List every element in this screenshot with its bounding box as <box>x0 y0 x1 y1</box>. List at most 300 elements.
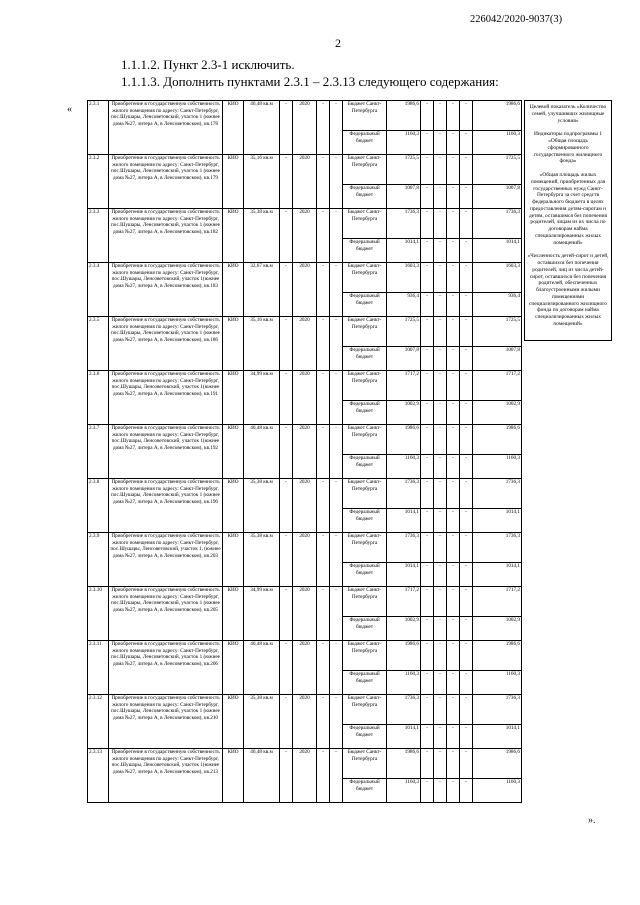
cell-source-fed: Федеральный бюджет <box>343 293 387 317</box>
cell-d4: - <box>421 239 434 263</box>
cell-d6: - <box>447 347 460 371</box>
cell-d4: - <box>421 695 434 725</box>
cell-d3: - <box>330 641 343 695</box>
cell-d6: - <box>447 185 460 209</box>
cell-d2: - <box>317 749 330 803</box>
cell-d7: - <box>460 563 473 587</box>
cell-d1: - <box>280 317 293 371</box>
cell-d1: - <box>280 263 293 317</box>
cell-d4: - <box>421 293 434 317</box>
cell-source-spb: Бюджет Санкт-Петербурга <box>343 101 387 131</box>
cell-total-fed: 1160,3 <box>473 671 522 695</box>
cell-total-fed: 1002,9 <box>473 401 522 425</box>
table-row <box>88 749 522 779</box>
cell-d4: - <box>421 131 434 155</box>
cell-year: 2020 <box>293 695 317 749</box>
cell-desc: Приобретение в государственную собственность жилого помещения по адресу: Санкт-Петербург, пос.Шушары, Ленсоветовский, участок 1 (южнее дома №27, литера А, в Ленсоветовском), кв.182 <box>109 209 223 263</box>
cell-num: 2.3.6 <box>88 371 109 425</box>
cell-d6: - <box>447 587 460 617</box>
table-row <box>88 641 522 671</box>
cell-d2: - <box>317 263 330 317</box>
cell-desc: Приобретение в государственную собственность жилого помещения по адресу: Санкт-Петербург, пос.Шушары, Ленсоветовский, участок 1 (южнее дома №27, литера А, в Ленсоветовском), кв.210 <box>109 695 223 749</box>
quote-open-mark: « <box>67 104 72 115</box>
cell-d6: - <box>447 671 460 695</box>
cell-d4: - <box>421 479 434 509</box>
cell-source-fed: Федеральный бюджет <box>343 671 387 695</box>
cell-source-spb: Бюджет Санкт-Петербурга <box>343 425 387 455</box>
cell-d4: - <box>421 563 434 587</box>
cell-d3: - <box>330 263 343 317</box>
cell-exec: КИО <box>223 101 244 155</box>
cell-d7: - <box>460 695 473 725</box>
cell-total-spb: 1736,3 <box>473 533 522 563</box>
cell-d5: - <box>434 725 447 749</box>
cell-d6: - <box>447 749 460 779</box>
cell-source-fed: Федеральный бюджет <box>343 617 387 641</box>
cell-d5: - <box>434 479 447 509</box>
cell-year: 2020 <box>293 209 317 263</box>
cell-d7: - <box>460 641 473 671</box>
cell-amount-spb: 1717,2 <box>387 587 421 617</box>
cell-d4: - <box>421 617 434 641</box>
cell-d3: - <box>330 533 343 587</box>
cell-d6: - <box>447 641 460 671</box>
target-indicator-column <box>524 100 612 341</box>
cell-total-spb: 1717,2 <box>473 371 522 401</box>
cell-exec: КИО <box>223 155 244 209</box>
target-indicator-box <box>524 100 612 341</box>
cell-year: 2020 <box>293 425 317 479</box>
cell-d1: - <box>280 101 293 155</box>
target-indicator-text: Целевой показатель «Количество семей, улучшивших жилищные условия» <box>529 104 607 124</box>
table-row <box>88 155 522 185</box>
cell-d6: - <box>447 695 460 725</box>
table-row <box>88 425 522 455</box>
cell-amount-spb: 1736,3 <box>387 209 421 239</box>
cell-d7: - <box>460 671 473 695</box>
cell-d4: - <box>421 725 434 749</box>
cell-total-fed: 1007,8 <box>473 347 522 371</box>
cell-total-fed: 1014,1 <box>473 563 522 587</box>
cell-d7: - <box>460 131 473 155</box>
cell-d5: - <box>434 239 447 263</box>
cell-total-spb: 1725,5 <box>473 317 522 347</box>
cell-d6: - <box>447 425 460 455</box>
cell-total-spb: 1986,6 <box>473 101 522 131</box>
cell-d2: - <box>317 209 330 263</box>
cell-d7: - <box>460 749 473 779</box>
cell-source-fed: Федеральный бюджет <box>343 185 387 209</box>
cell-d2: - <box>317 425 330 479</box>
cell-amount-spb: 1986,6 <box>387 425 421 455</box>
cell-amount-spb: 1603,3 <box>387 263 421 293</box>
cell-total-fed: 1160,3 <box>473 779 522 803</box>
cell-d5: - <box>434 155 447 185</box>
cell-d5: - <box>434 347 447 371</box>
cell-total-spb: 1736,3 <box>473 479 522 509</box>
cell-total-fed: 936,4 <box>473 293 522 317</box>
table-row <box>88 695 522 725</box>
cell-total-spb: 1736,3 <box>473 209 522 239</box>
cell-d3: - <box>330 749 343 803</box>
table-row <box>88 587 522 617</box>
cell-source-fed: Федеральный бюджет <box>343 239 387 263</box>
cell-year: 2020 <box>293 587 317 641</box>
cell-d6: - <box>447 509 460 533</box>
cell-desc: Приобретение в государственную собственность жилого помещения по адресу: Санкт-Петербург, пос.Шушары, Ленсоветовский, участок 1 (южнее дома №27, литера А, в Ленсоветовском), кв.196 <box>109 479 223 533</box>
cell-d4: - <box>421 509 434 533</box>
cell-year: 2020 <box>293 317 317 371</box>
cell-year: 2020 <box>293 641 317 695</box>
cell-total-spb: 1717,2 <box>473 587 522 617</box>
cell-source-fed: Федеральный бюджет <box>343 509 387 533</box>
cell-d7: - <box>460 263 473 293</box>
cell-d6: - <box>447 533 460 563</box>
cell-area: 35,38 кв.м <box>244 479 280 533</box>
cell-year: 2020 <box>293 101 317 155</box>
cell-d5: - <box>434 563 447 587</box>
cell-d5: - <box>434 263 447 293</box>
cell-num: 2.3.12 <box>88 695 109 749</box>
cell-year: 2020 <box>293 533 317 587</box>
cell-d6: - <box>447 293 460 317</box>
cell-d4: - <box>421 671 434 695</box>
cell-d5: - <box>434 131 447 155</box>
cell-d5: - <box>434 749 447 779</box>
cell-d5: - <box>434 185 447 209</box>
cell-d7: - <box>460 101 473 131</box>
cell-area: 35,16 кв.м <box>244 317 280 371</box>
cell-total-fed: 1160,3 <box>473 455 522 479</box>
cell-d7: - <box>460 587 473 617</box>
cell-d2: - <box>317 371 330 425</box>
cell-num: 2.3.1 <box>88 101 109 155</box>
cell-d6: - <box>447 239 460 263</box>
cell-d6: - <box>447 209 460 239</box>
cell-d6: - <box>447 455 460 479</box>
cell-d7: - <box>460 455 473 479</box>
cell-area: 40,48 кв.м <box>244 425 280 479</box>
cell-d6: - <box>447 263 460 293</box>
cell-d4: - <box>421 455 434 479</box>
cell-d6: - <box>447 371 460 401</box>
cell-amount-fed: 1007,8 <box>387 185 421 209</box>
cell-d7: - <box>460 317 473 347</box>
cell-amount-fed: 1002,9 <box>387 617 421 641</box>
cell-num: 2.3.7 <box>88 425 109 479</box>
cell-source-spb: Бюджет Санкт-Петербурга <box>343 371 387 401</box>
cell-d4: - <box>421 209 434 239</box>
cell-exec: КИО <box>223 749 244 803</box>
cell-d1: - <box>280 533 293 587</box>
cell-source-spb: Бюджет Санкт-Петербурга <box>343 479 387 509</box>
cell-d5: - <box>434 317 447 347</box>
cell-d7: - <box>460 533 473 563</box>
cell-source-fed: Федеральный бюджет <box>343 563 387 587</box>
cell-d1: - <box>280 425 293 479</box>
subprogram-indicator-text: Индикаторы подпрограммы 1 «Общая площадь сформированного государственного жилищного фонда» <box>533 131 603 165</box>
table-row <box>88 317 522 347</box>
cell-exec: КИО <box>223 263 244 317</box>
cell-d2: - <box>317 155 330 209</box>
cell-d6: - <box>447 725 460 749</box>
cell-num: 2.3.5 <box>88 317 109 371</box>
cell-d3: - <box>330 587 343 641</box>
cell-d5: - <box>434 617 447 641</box>
cell-d6: - <box>447 131 460 155</box>
cell-d5: - <box>434 587 447 617</box>
cell-amount-spb: 1736,3 <box>387 695 421 725</box>
cell-d2: - <box>317 587 330 641</box>
cell-d3: - <box>330 371 343 425</box>
cell-year: 2020 <box>293 479 317 533</box>
cell-d1: - <box>280 209 293 263</box>
cell-area: 35,38 кв.м <box>244 695 280 749</box>
cell-d5: - <box>434 455 447 479</box>
cell-source-fed: Федеральный бюджет <box>343 131 387 155</box>
cell-d4: - <box>421 371 434 401</box>
cell-source-spb: Бюджет Санкт-Петербурга <box>343 155 387 185</box>
cell-amount-spb: 1725,5 <box>387 155 421 185</box>
cell-total-spb: 1725,5 <box>473 155 522 185</box>
cell-num: 2.3.2 <box>88 155 109 209</box>
cell-amount-spb: 1986,6 <box>387 749 421 779</box>
cell-amount-fed: 1160,3 <box>387 455 421 479</box>
cell-year: 2020 <box>293 749 317 803</box>
cell-total-fed: 1007,8 <box>473 185 522 209</box>
table-row <box>88 209 522 239</box>
cell-exec: КИО <box>223 371 244 425</box>
cell-area: 40,48 кв.м <box>244 101 280 155</box>
cell-d6: - <box>447 401 460 425</box>
cell-d6: - <box>447 563 460 587</box>
cell-source-fed: Федеральный бюджет <box>343 401 387 425</box>
cell-exec: КИО <box>223 533 244 587</box>
cell-area: 40,48 кв.м <box>244 749 280 803</box>
area-indicator-text: «Общая площадь жилых помещений, приобретенных для государственных нужд Санкт-Петербурга за счет средств федерального бюджета в целях предоставления детям-сиротам и детям, оставшимся без попечения родителей, лицам из их числа по договорам найма специализированных жилых помещений» <box>529 172 607 246</box>
cell-total-fed: 1014,1 <box>473 239 522 263</box>
cell-exec: КИО <box>223 317 244 371</box>
cell-d1: - <box>280 749 293 803</box>
cell-d5: - <box>434 533 447 563</box>
cell-exec: КИО <box>223 209 244 263</box>
cell-desc: Приобретение в государственную собственность жилого помещения по адресу: Санкт-Петербург, пос.Шушары, Ленсоветовский, участок 1(южнее дома №27, литера А, в Ленсоветовском), кв.213 <box>109 749 223 803</box>
cell-source-fed: Федеральный бюджет <box>343 779 387 803</box>
cell-d5: - <box>434 101 447 131</box>
cell-amount-fed: 936,4 <box>387 293 421 317</box>
cell-d4: - <box>421 263 434 293</box>
paragraph-item-1: 1.1.1.2. Пункт 2.3-1 исключить. <box>121 57 295 72</box>
cell-d3: - <box>330 317 343 371</box>
cell-amount-spb: 1986,6 <box>387 101 421 131</box>
cell-area: 40,48 кв.м <box>244 641 280 695</box>
cell-num: 2.3.13 <box>88 749 109 803</box>
cell-d6: - <box>447 155 460 185</box>
cell-d5: - <box>434 671 447 695</box>
cell-d7: - <box>460 401 473 425</box>
cell-desc: Приобретение в государственную собственность жилого помещения по адресу: Санкт-Петербург, пос.Шушары, Ленсоветовский, участок 1 (южнее дома №27, литера А, в Ленсоветовском), кв.186 <box>109 317 223 371</box>
cell-total-spb: 1986,6 <box>473 641 522 671</box>
cell-d4: - <box>421 533 434 563</box>
cell-d2: - <box>317 101 330 155</box>
cell-d7: - <box>460 155 473 185</box>
cell-d6: - <box>447 617 460 641</box>
cell-d7: - <box>460 185 473 209</box>
cell-amount-spb: 1725,5 <box>387 317 421 347</box>
cell-d6: - <box>447 101 460 131</box>
cell-d7: - <box>460 725 473 749</box>
cell-d4: - <box>421 425 434 455</box>
cell-d7: - <box>460 371 473 401</box>
cell-amount-fed: 1002,9 <box>387 401 421 425</box>
cell-d4: - <box>421 749 434 779</box>
cell-d7: - <box>460 347 473 371</box>
cell-d7: - <box>460 293 473 317</box>
cell-area: 32,67 кв.м <box>244 263 280 317</box>
cell-d5: - <box>434 641 447 671</box>
cell-d7: - <box>460 479 473 509</box>
cell-source-spb: Бюджет Санкт-Петербурга <box>343 587 387 617</box>
cell-total-fed: 1160,3 <box>473 131 522 155</box>
cell-area: 35,38 кв.м <box>244 533 280 587</box>
cell-exec: КИО <box>223 641 244 695</box>
cell-amount-fed: 1014,1 <box>387 725 421 749</box>
cell-d1: - <box>280 641 293 695</box>
cell-source-spb: Бюджет Санкт-Петербурга <box>343 749 387 779</box>
cell-source-spb: Бюджет Санкт-Петербурга <box>343 641 387 671</box>
cell-desc: Приобретение в государственную собственность жилого помещения по адресу: Санкт-Петербург, пос.Шушары, Ленсоветовский, участок 1 (южнее дома №27, литера А, в Ленсоветовском), кв.179 <box>109 155 223 209</box>
cell-area: 35,16 кв.м <box>244 155 280 209</box>
table-row <box>88 371 522 401</box>
cell-total-spb: 1986,6 <box>473 749 522 779</box>
cell-source-fed: Федеральный бюджет <box>343 347 387 371</box>
document-number: 226042/2020-9037(3) <box>470 14 563 25</box>
cell-d3: - <box>330 425 343 479</box>
cell-exec: КИО <box>223 587 244 641</box>
cell-source-spb: Бюджет Санкт-Петербурга <box>343 695 387 725</box>
cell-desc: Приобретение в государственную собственность жилого помещения по адресу: Санкт-Петербург, пос.Шушары, Ленсоветовский, участок 1(южнее дома №27, литера А, в Ленсоветовском), кв.191 <box>109 371 223 425</box>
table-row <box>88 533 522 563</box>
cell-d5: - <box>434 209 447 239</box>
cell-d3: - <box>330 695 343 749</box>
cell-total-spb: 1986,6 <box>473 425 522 455</box>
cell-amount-fed: 1014,1 <box>387 563 421 587</box>
cell-amount-spb: 1736,3 <box>387 479 421 509</box>
cell-exec: КИО <box>223 695 244 749</box>
cell-d5: - <box>434 509 447 533</box>
cell-d6: - <box>447 779 460 803</box>
page-number: 2 <box>335 36 341 50</box>
cell-amount-fed: 1007,8 <box>387 347 421 371</box>
cell-desc: Приобретение в государственную собственность жилого помещения по адресу: Санкт-Петербург, пос.Шушары, Ленсоветовский, участок 1(южнее дома №27, литера А, в Ленсоветовском), кв.192 <box>109 425 223 479</box>
cell-num: 2.3.9 <box>88 533 109 587</box>
cell-desc: Приобретение в государственную собственность жилого помещения по адресу: Санкт-Петербург, пос.Шушары, Ленсоветовский, участок 1 (южнее дома №27, литера А, в Ленсоветовском), кв.206 <box>109 641 223 695</box>
cell-source-spb: Бюджет Санкт-Петербурга <box>343 533 387 563</box>
cell-total-fed: 1002,9 <box>473 617 522 641</box>
cell-year: 2020 <box>293 155 317 209</box>
cell-d3: - <box>330 101 343 155</box>
cell-amount-fed: 1014,1 <box>387 239 421 263</box>
cell-d2: - <box>317 695 330 749</box>
cell-total-fed: 1014,1 <box>473 509 522 533</box>
cell-amount-fed: 1160,3 <box>387 131 421 155</box>
cell-total-spb: 1603,3 <box>473 263 522 293</box>
cell-d1: - <box>280 371 293 425</box>
cell-area: 34,99 кв.м <box>244 371 280 425</box>
cell-num: 2.3.10 <box>88 587 109 641</box>
cell-year: 2020 <box>293 263 317 317</box>
quote-close-mark: ». <box>588 815 596 826</box>
cell-d7: - <box>460 425 473 455</box>
cell-d2: - <box>317 479 330 533</box>
cell-amount-spb: 1736,3 <box>387 533 421 563</box>
cell-d3: - <box>330 209 343 263</box>
cell-d4: - <box>421 101 434 131</box>
cell-d4: - <box>421 185 434 209</box>
cell-d5: - <box>434 371 447 401</box>
cell-d3: - <box>330 155 343 209</box>
orphans-indicator-text: «Численность детей-сирот и детей, оставшихся без попечения родителей, лиц из числа детей-сирот, оставшихся без попечения родителей, обеспеченных благоустроенными жилыми помещениями специализированного жилищного фонда по договорам найма специализированных жилых помещений» <box>527 253 609 327</box>
cell-d4: - <box>421 641 434 671</box>
cell-source-fed: Федеральный бюджет <box>343 455 387 479</box>
cell-desc: Приобретение в государственную собственность жилого помещения по адресу: Санкт-Петербург, пос.Шушары, Ленсоветовский, участок 1(южнее дома №27, литера А, в Ленсоветовском), кв.183 <box>109 263 223 317</box>
cell-exec: КИО <box>223 425 244 479</box>
cell-d1: - <box>280 479 293 533</box>
paragraph-item-2: 1.1.1.3. Дополнить пунктами 2.3.1 – 2.3.13 следующего содержания: <box>121 74 499 89</box>
cell-d2: - <box>317 317 330 371</box>
cell-d6: - <box>447 479 460 509</box>
cell-amount-fed: 1160,3 <box>387 671 421 695</box>
cell-source-spb: Бюджет Санкт-Петербурга <box>343 209 387 239</box>
cell-d4: - <box>421 347 434 371</box>
cell-d1: - <box>280 695 293 749</box>
cell-desc: Приобретение в государственную собственность жилого помещения по адресу: Санкт-Петербург, пос.Шушары, Ленсоветовский, участок 1 (южнее дома №27, литера А, в Ленсоветовском), кв.178 <box>109 101 223 155</box>
table-row <box>88 479 522 509</box>
cell-desc: Приобретение в государственную собственность жилого помещения по адресу: Санкт-Петербург, пос.Шушары, Ленсоветовский, участок 1, (южнее дома №27, литера А, в Ленсоветовском), кв.203 <box>109 533 223 587</box>
cell-num: 2.3.11 <box>88 641 109 695</box>
cell-area: 34,99 кв.м <box>244 587 280 641</box>
cell-num: 2.3.8 <box>88 479 109 533</box>
cell-total-fed: 1014,1 <box>473 725 522 749</box>
cell-d4: - <box>421 779 434 803</box>
cell-d2: - <box>317 533 330 587</box>
cell-num: 2.3.4 <box>88 263 109 317</box>
cell-year: 2020 <box>293 371 317 425</box>
cell-d7: - <box>460 509 473 533</box>
cell-d4: - <box>421 587 434 617</box>
cell-d4: - <box>421 155 434 185</box>
cell-d7: - <box>460 617 473 641</box>
cell-amount-spb: 1986,6 <box>387 641 421 671</box>
cell-amount-spb: 1717,2 <box>387 371 421 401</box>
table-row <box>88 263 522 293</box>
cell-source-fed: Федеральный бюджет <box>343 725 387 749</box>
cell-d2: - <box>317 641 330 695</box>
cell-amount-fed: 1160,3 <box>387 779 421 803</box>
cell-d5: - <box>434 293 447 317</box>
cell-d5: - <box>434 401 447 425</box>
program-table <box>87 100 522 803</box>
cell-amount-fed: 1014,1 <box>387 509 421 533</box>
cell-num: 2.3.3 <box>88 209 109 263</box>
cell-d4: - <box>421 317 434 347</box>
table-row <box>88 101 522 131</box>
cell-d1: - <box>280 587 293 641</box>
cell-source-spb: Бюджет Санкт-Петербурга <box>343 263 387 293</box>
cell-d4: - <box>421 401 434 425</box>
cell-total-spb: 1736,3 <box>473 695 522 725</box>
cell-d6: - <box>447 317 460 347</box>
